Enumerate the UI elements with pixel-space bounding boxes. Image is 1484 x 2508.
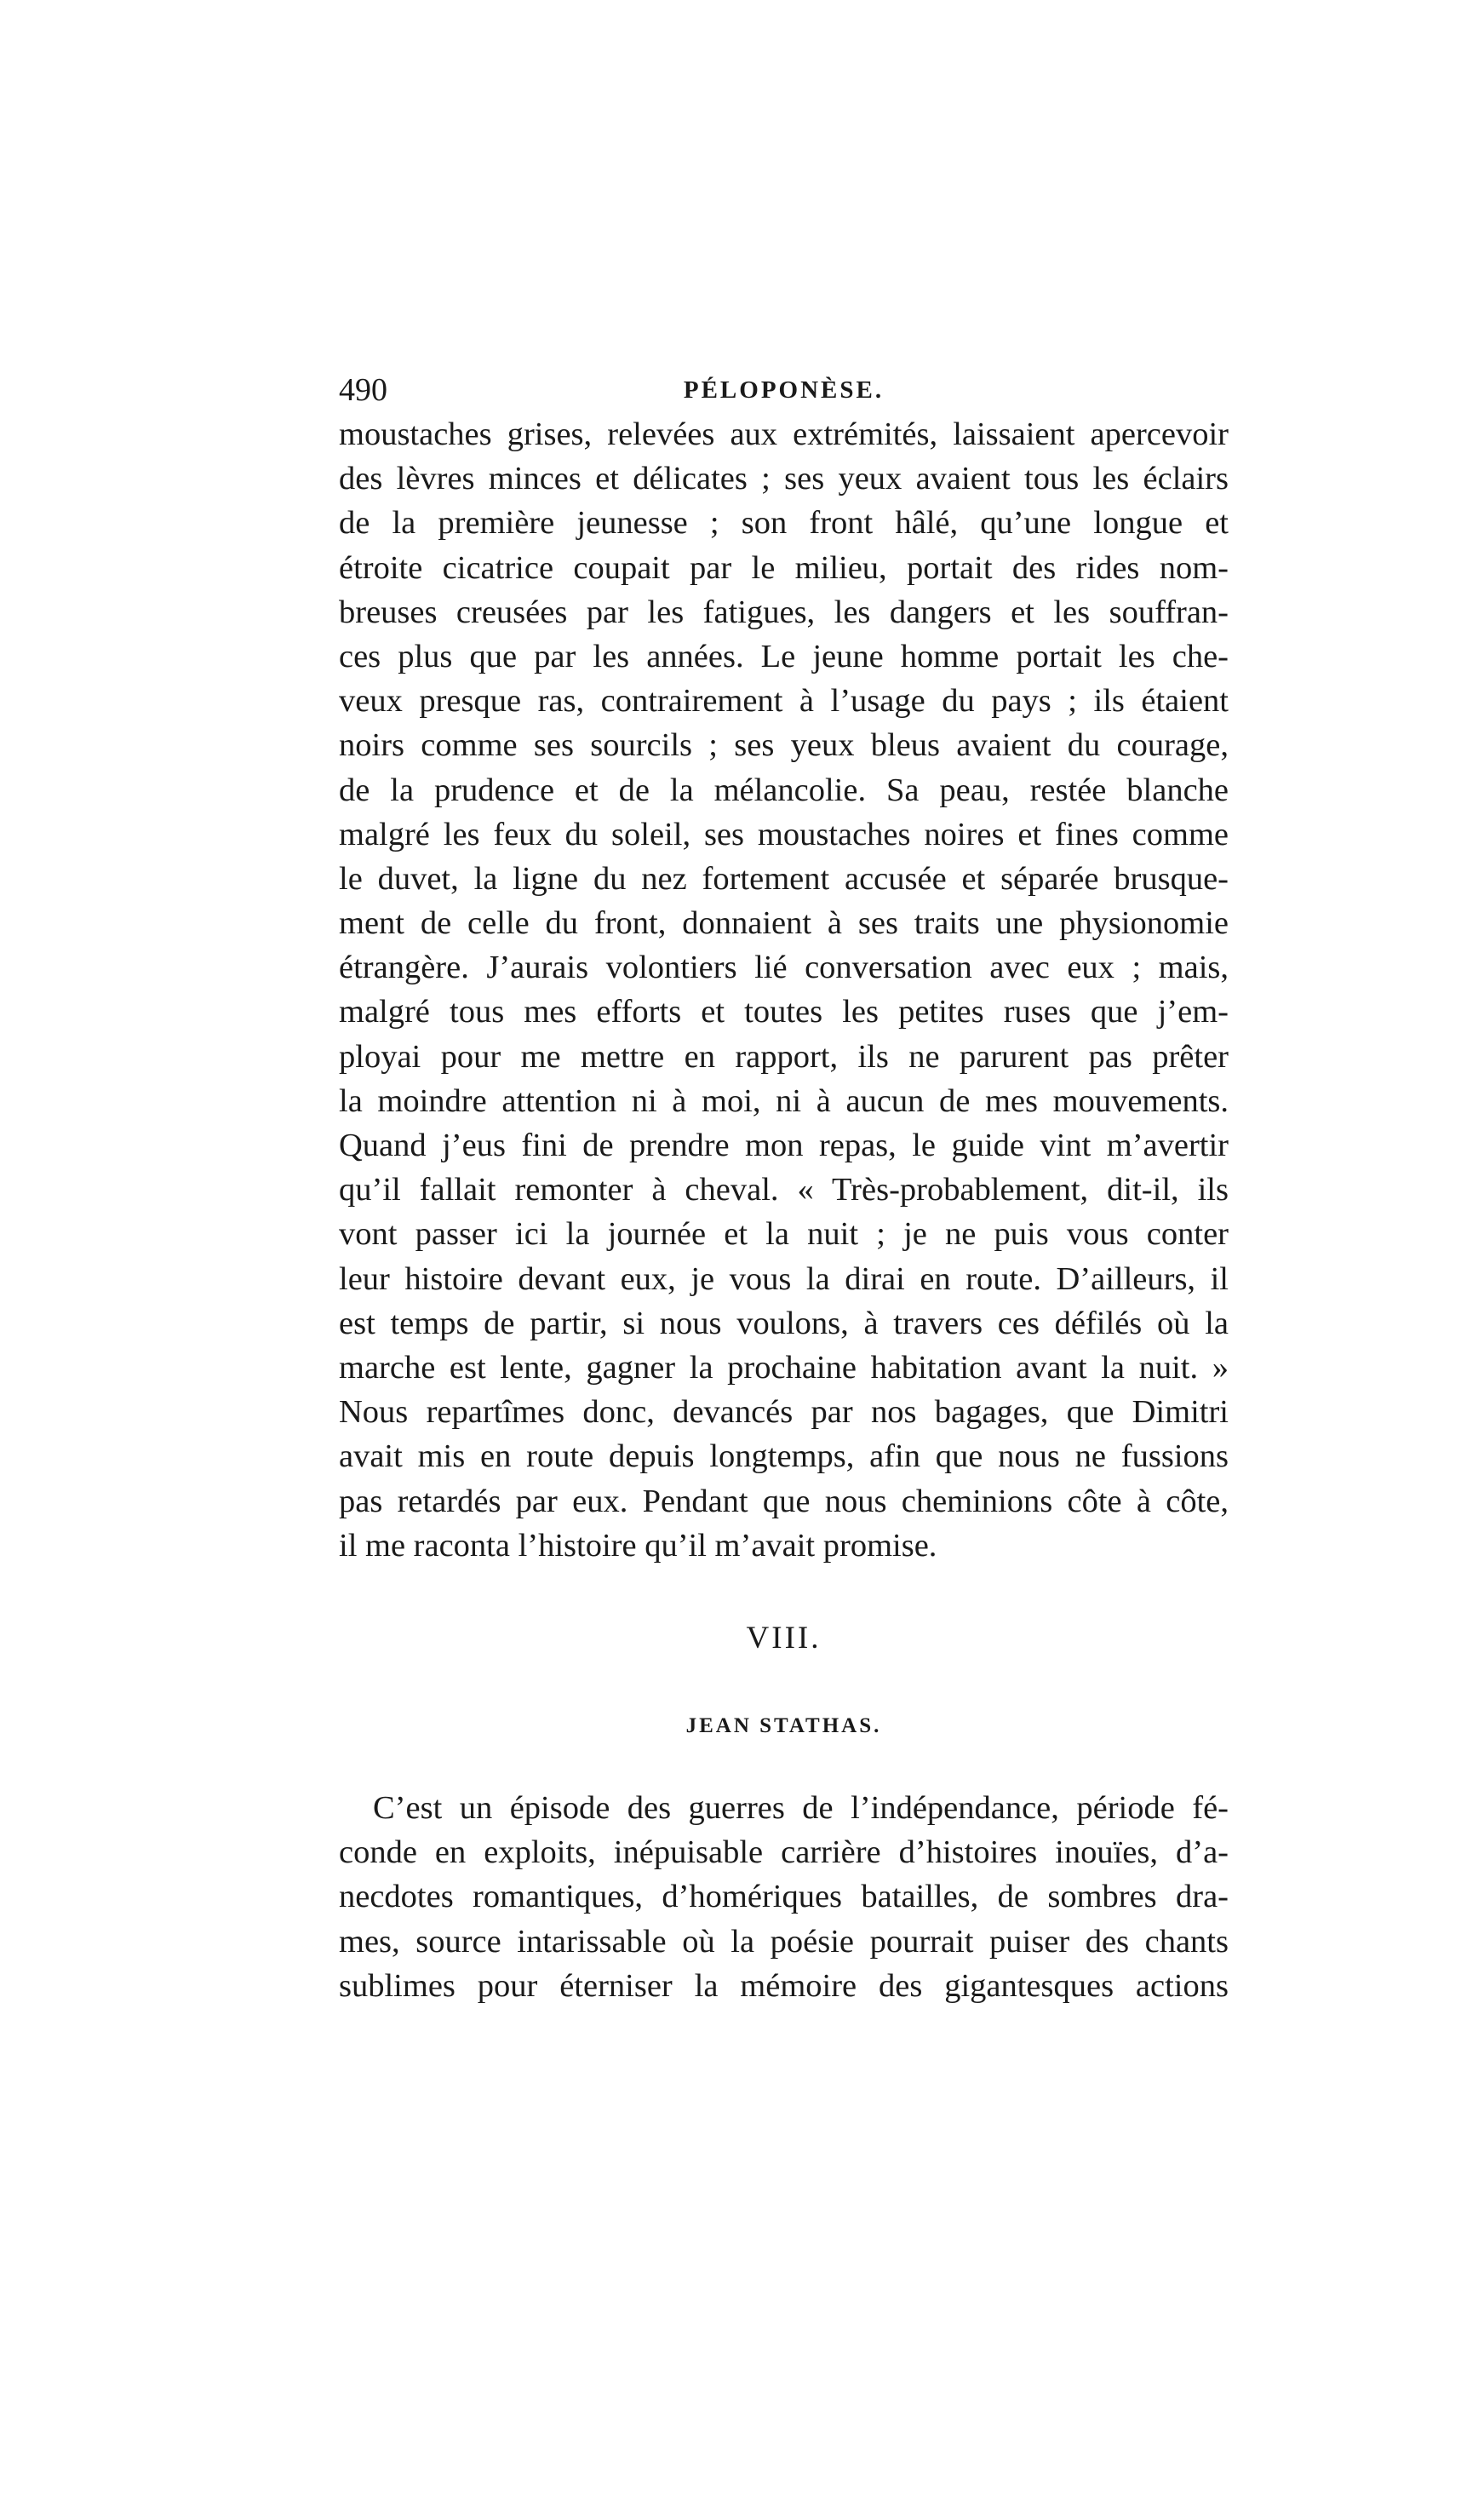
text-line: pas retardés par eux. Pendant que nous cheminions côte à côte, [339,1483,1229,1519]
text-line: malgré les feux du soleil, ses moustaches noires et fines comme [339,816,1229,852]
text-line: necdotes romantiques, d’homériques batailles, de sombres dra- [339,1879,1229,1915]
section-title: JEAN STATHAS. [685,1714,882,1737]
text-line: marche est lente, gagner la prochaine habitation avant la nuit. » [339,1349,1229,1386]
text-line: conde en exploits, inépuisable carrière d’histoires inouïes, d’a- [339,1834,1229,1871]
text-line: sublimes pour éterniser la mémoire des gigantesques actions [339,1967,1229,2004]
text-line: leur histoire devant eux, je vous la dirai en route. D’ailleurs, il [339,1260,1229,1297]
text-line: ces plus que par les années. Le jeune homme portait les che- [339,638,1229,674]
text-line: avait mis en route depuis longtemps, afin que nous ne fussions [339,1438,1229,1475]
text-line: moustaches grises, relevées aux extrémités, laissaient apercevoir [339,416,1229,452]
page-number: 490 [339,372,387,408]
text-line: Nous repartîmes donc, devancés par nos bagages, que Dimitri [339,1394,1229,1431]
text-line: des lèvres minces et délicates ; ses yeux avaient tous les éclairs [339,461,1229,497]
section-number: VIII. [746,1621,822,1656]
text-line: C’est un épisode des guerres de l’indépendance, période fé- [373,1790,1229,1826]
running-title: PÉLOPONÈSE. [683,376,885,404]
text-line: il me raconta l’histoire qu’il m’avait promise. [339,1527,937,1564]
text-line: Quand j’eus fini de prendre mon repas, le guide vint m’avertir [339,1128,1229,1163]
section-text [339,1786,1229,2008]
text-line: est temps de partir, si nous voulons, à travers ces défilés où la [339,1305,1229,1341]
text-line: le duvet, la ligne du nez fortement accusée et séparée brusque- [339,860,1229,897]
text-line: étrangère. J’aurais volontiers lié conversation avec eux ; mais, [339,950,1229,986]
text-line: vont passer ici la journée et la nuit ; je ne puis vous conter [339,1216,1229,1253]
text-line: de la prudence et de la mélancolie. Sa peau, restée blanche [339,772,1229,808]
text-line: de la première jeunesse ; son front hâlé, qu’une longue et [339,505,1229,542]
text-line: ment de celle du front, donnaient à ses traits une physionomie [339,905,1229,942]
text-line: la moindre attention ni à moi, ni à aucun de mes mouvements. [339,1082,1229,1119]
text-line: étroite cicatrice coupait par le milieu, portait des rides nom- [339,549,1229,586]
text-line: mes, source intarissable où la poésie pourrait puiser des chants [339,1923,1229,1960]
text-line: malgré tous mes efforts et toutes les petites ruses que j’em- [339,994,1229,1030]
body-text [339,412,1229,1568]
text-line: veux presque ras, contrairement à l’usage du pays ; ils étaient [339,683,1229,720]
text-line: noirs comme ses sourcils ; ses yeux bleus avaient du courage, [339,727,1229,764]
text-line: ployai pour me mettre en rapport, ils ne parurent pas prêter [339,1038,1229,1075]
text-line: breuses creusées par les fatigues, les dangers et les souffran- [339,594,1229,630]
text-line: qu’il fallait remonter à cheval. « Très-probablement, dit-il, ils [339,1172,1229,1208]
running-head [339,366,1229,414]
